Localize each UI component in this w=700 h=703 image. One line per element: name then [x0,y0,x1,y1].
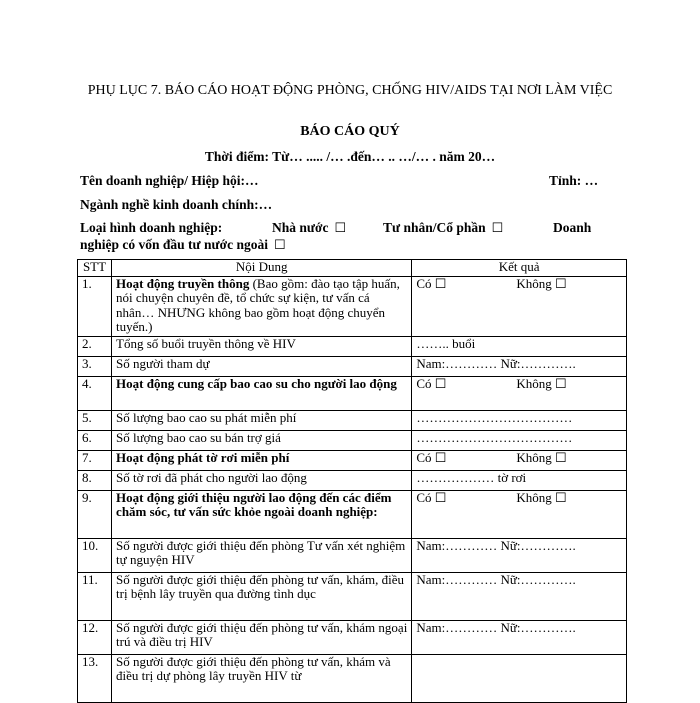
no-label: Không [516,376,552,391]
yes-label: Có [416,276,432,291]
row-stt: 8. [78,471,112,491]
table-row [78,491,627,539]
row-content: Số tờ rơi đã phát cho người lao động [112,471,412,491]
row-content: Hoạt động cung cấp bao cao su cho người lao động [112,377,412,411]
type-option-private-label: Tư nhân/Cổ phần [383,220,486,235]
row-stt: 6. [78,431,112,451]
industry-label: Ngành nghề kinh doanh chính:… [80,197,273,212]
row-content: Hoạt động phát tờ rơi miễn phí [112,451,412,471]
row-content-bold: Hoạt động truyền thông [116,276,250,291]
report-period: Thời điểm: Từ… ..... /… .đến… .. …/… . năm 20… [204,149,496,164]
private-checkbox[interactable]: ☐ [491,220,504,235]
province-label: Tỉnh: … [549,173,599,188]
row-result: Nam:………… Nữ:…………. [412,357,627,377]
table-header-row [78,260,627,277]
row-result: Nam:………… Nữ:…………. [412,539,627,573]
row-stt: 9. [78,491,112,539]
row-content: Số lượng bao cao su phát miễn phí [112,411,412,431]
row-stt: 10. [78,539,112,573]
no-label: Không [516,276,552,291]
yes-label: Có [416,490,432,505]
no-checkbox[interactable]: ☐ [554,450,567,465]
enterprise-type-label: Loại hình doanh nghiệp: [80,220,223,235]
row-stt: 7. [78,451,112,471]
table-row [78,411,627,431]
document-subtitle: BÁO CÁO QUÝ [300,124,400,139]
document-title: PHỤ LỤC 7. BÁO CÁO HOẠT ĐỘNG PHÒNG, CHỐNG HIV/AIDS TẠI NƠI LÀM VIỆC [87,83,613,98]
header-result: Kết quả [412,260,627,277]
row-result: Nam:………… Nữ:…………. [412,621,627,655]
yes-checkbox[interactable]: ☐ [434,490,447,505]
row-result: ……………………………… [412,431,627,451]
row-content-rest: (Bao gồm: đào tạo tập huấn, nói chuyện chuyên đề, tổ chức sự kiện, tư vấn cá nhân… NHƯNG không bao gồm hoạt động chuyển tuyến.) [116,276,400,335]
table-row [78,621,627,655]
row-result [412,655,627,703]
yes-checkbox[interactable]: ☐ [434,450,447,465]
row-stt: 5. [78,411,112,431]
yes-label: Có [416,376,432,391]
row-content: Hoạt động giới thiệu người lao động đến các điểm chăm sóc, tư vấn sức khỏe ngoài doanh nghiệp: [112,491,412,539]
row-content: Số lượng bao cao su bán trợ giá [112,431,412,451]
state-checkbox[interactable]: ☐ [334,220,347,235]
type-option-fdi-label: nghiệp có vốn đầu tư nước ngoài [80,237,268,252]
table-row [78,451,627,471]
type-option-private [383,220,503,236]
row-content: Tổng số buổi truyền thông về HIV [112,337,412,357]
row-result: ……………… tờ rơi [412,471,627,491]
table-row [78,539,627,573]
table-row [78,277,627,337]
row-result: ……………………………… [412,411,627,431]
header-stt: STT [78,260,112,277]
table-row [78,431,627,451]
type-option-state-label: Nhà nước [272,220,329,235]
row-stt: 3. [78,357,112,377]
table-row [78,471,627,491]
row-content: Số người được giới thiệu đến phòng tư vấn, khám và điều trị dự phòng lây truyền HIV từ [112,655,412,703]
report-table [77,259,627,703]
row-content [112,277,412,337]
row-result-yes-no [412,277,627,337]
table-row [78,377,627,411]
type-option-state [272,220,346,236]
type-option-fdi-start: Doanh [553,220,592,235]
row-stt: 1. [78,277,112,337]
row-content: Số người được giới thiệu đến phòng tư vấn, khám, điều trị bệnh lây truyền qua đường tình dục [112,573,412,621]
row-result: …….. buổi [412,337,627,357]
table-row [78,573,627,621]
row-stt: 2. [78,337,112,357]
no-checkbox[interactable]: ☐ [554,376,567,391]
row-stt: 4. [78,377,112,411]
row-content: Số người được giới thiệu đến phòng Tư vấn xét nghiệm tự nguyện HIV [112,539,412,573]
enterprise-label: Tên doanh nghiệp/ Hiệp hội:… [80,173,259,188]
no-checkbox[interactable]: ☐ [554,490,567,505]
type-option-fdi [80,237,286,253]
no-checkbox[interactable]: ☐ [554,276,567,291]
row-content: Số người tham dự [112,357,412,377]
row-result-yes-no [412,377,627,411]
table-row [78,655,627,703]
fdi-checkbox[interactable]: ☐ [273,237,286,252]
row-result-yes-no [412,491,627,539]
row-stt: 11. [78,573,112,621]
header-content: Nội Dung [112,260,412,277]
table-row [78,337,627,357]
row-content: Số người được giới thiệu đến phòng tư vấn, khám ngoại trú và điều trị HIV [112,621,412,655]
yes-checkbox[interactable]: ☐ [434,276,447,291]
yes-label: Có [416,450,432,465]
yes-checkbox[interactable]: ☐ [434,376,447,391]
row-result-yes-no [412,451,627,471]
no-label: Không [516,490,552,505]
table-row [78,357,627,377]
row-result: Nam:………… Nữ:…………. [412,573,627,621]
row-stt: 12. [78,621,112,655]
no-label: Không [516,450,552,465]
row-stt: 13. [78,655,112,703]
